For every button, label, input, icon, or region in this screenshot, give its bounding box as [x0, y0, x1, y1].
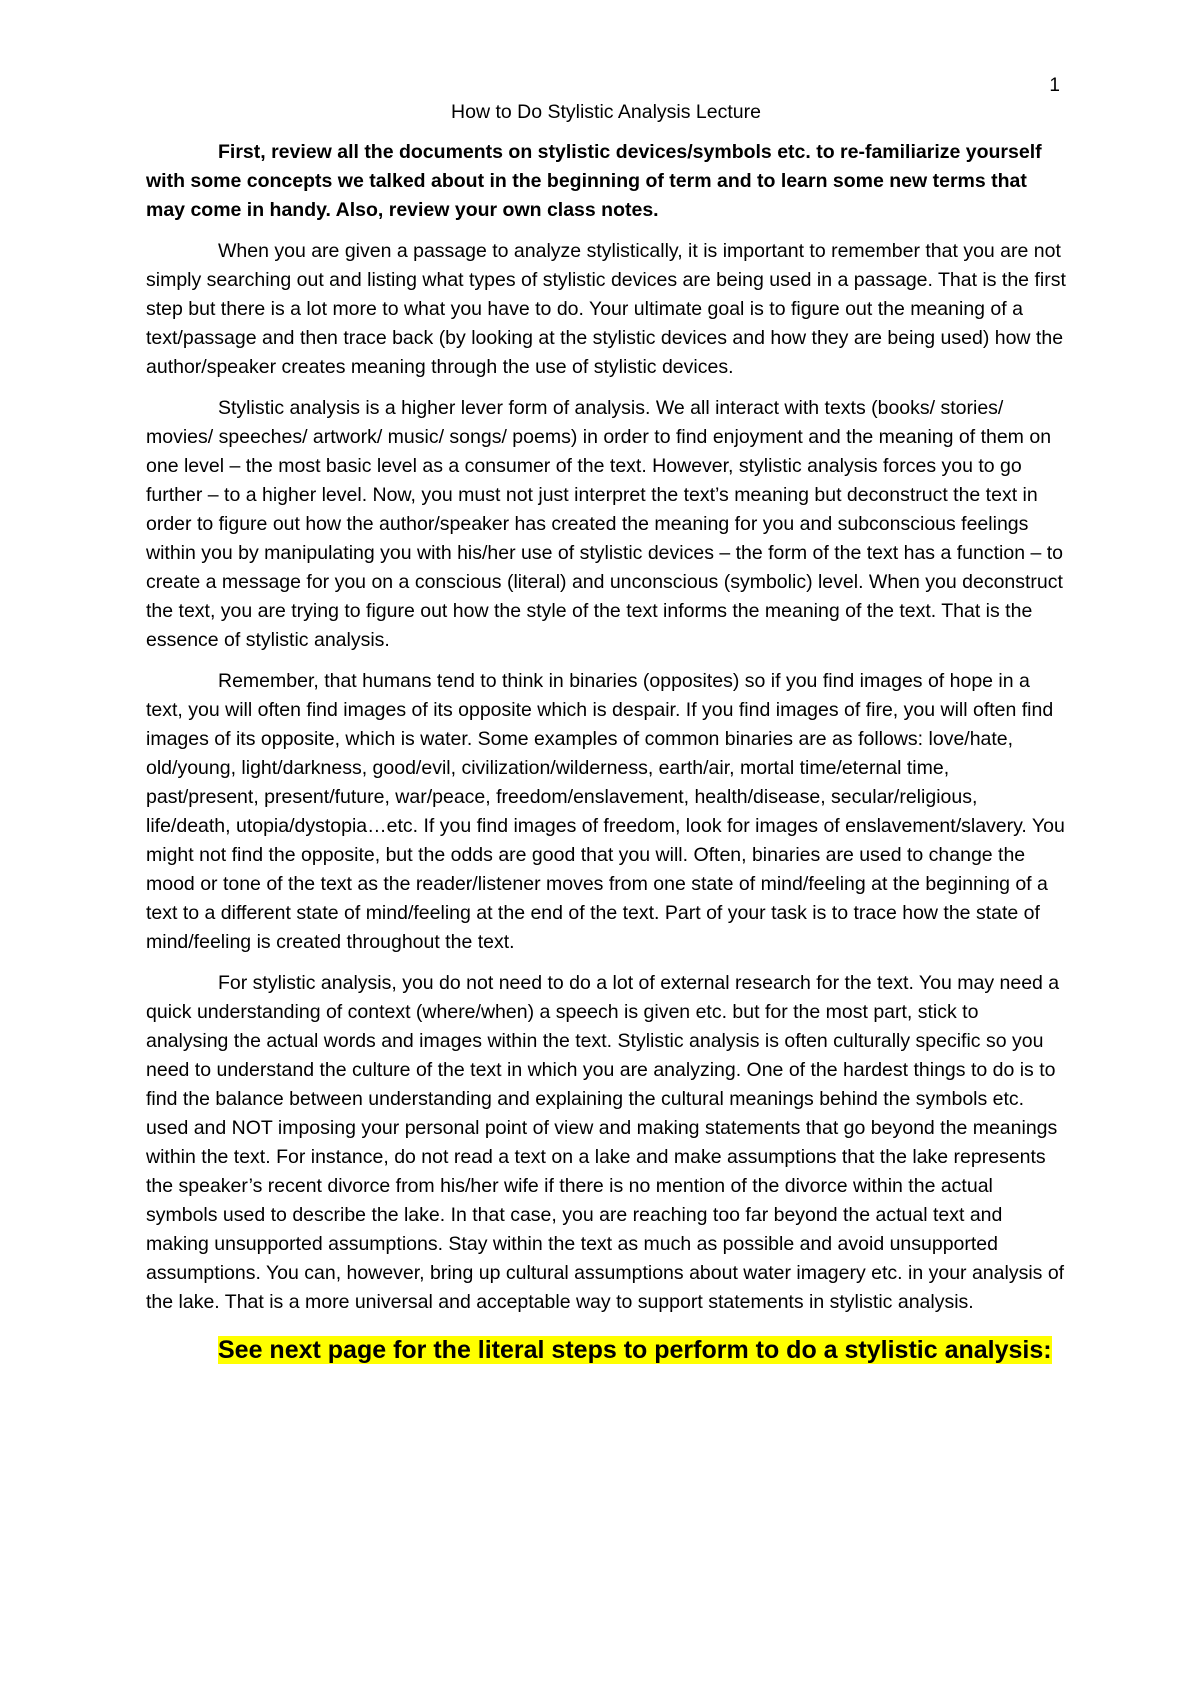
body-paragraph-passage: When you are given a passage to analyze stylistically, it is important to remember that you are not simply searching out and listing what types of stylistic devices are being used in a passage. That is the first step but there is a lot more to what you have to do. Your ultimate goal is to figure out the meaning of a text/passage and then trace back (by looking at the stylistic devices and how they are being used) how the author/speaker creates meaning through the use of stylistic devices. [146, 240, 1066, 378]
body-paragraph-higher-level: Stylistic analysis is a higher lever form of analysis. We all interact with texts (books/ stories/ movies/ speeches/ artwork/ music/ songs/ poems) in order to find enjoyment and the meaning of them on one level – the most basic level as a consumer of the text. However, stylistic analysis forces you to go further – to a higher level. Now, you must not just interpret the text’s meaning but deconstruct the text in order to figure out how the author/speaker has created the meaning for you and subconscious feelings within you by manipulating you with his/her use of stylistic devices – the form of the text has a function – to create a message for you on a conscious (literal) and unconscious (symbolic) level. When you deconstruct the text, you are trying to figure out how the style of the text informs the meaning of the text. That is the essence of stylistic analysis. [146, 397, 1063, 651]
next-page-callout-text: See next page for the literal steps to perform to do a stylistic analysis: [218, 1336, 1052, 1364]
next-page-callout [146, 1333, 1066, 1367]
document-title: How to Do Stylistic Analysis Lecture [451, 101, 761, 123]
body-paragraph-research: For stylistic analysis, you do not need to do a lot of external research for the text. You may need a quick understanding of context (where/when) a speech is given etc. but for the most part, stick to analysing the actual words and images within the text. Stylistic analysis is often culturally specific so you need to understand the culture of the text in which you are analyzing. One of the hardest things to do is to find the balance between understanding and explaining the cultural meanings behind the symbols etc. used and NOT imposing your personal point of view and making statements that go beyond the meanings within the text. For instance, do not read a text on a lake and make assumptions that the lake represents the speaker’s recent divorce from his/her wife if there is no mention of the divorce within the actual symbols used to describe the lake. In that case, you are reaching too far beyond the actual text and making unsupported assumptions. Stay within the text as much as possible and avoid unsupported assumptions. You can, however, bring up cultural assumptions about water imagery etc. in your analysis of the lake. That is a more universal and acceptable way to support statements in stylistic analysis. [146, 972, 1065, 1313]
body-paragraph-binaries: Remember, that humans tend to think in binaries (opposites) so if you find images of hope in a text, you will often find images of its opposite which is despair. If you find images of fire, you will often find images of its opposite, which is water. Some examples of common binaries are as follows: love/hate, old/young, light/darkness, good/evil, civilization/wilderness, earth/air, mortal time/eternal time, past/present, present/future, war/peace, freedom/enslavement, health/disease, secular/religious, life/death, utopia/dystopia…etc. If you find images of freedom, look for images of enslavement/slavery. You might not find the opposite, but the odds are good that you will. Often, binaries are used to change the mood or tone of the text as the reader/listener moves from one state of mind/feeling at the beginning of a text to a different state of mind/feeling at the end of the text. Part of your task is to trace how the state of mind/feeling is created throughout the text. [146, 670, 1065, 953]
page-number: 1 [1049, 75, 1060, 96]
page-content [146, 98, 1066, 1367]
intro-paragraph: First, review all the documents on stylistic devices/symbols etc. to re-familiarize yourself with some concepts we talked about in the beginning of term and to learn some new terms that may come in handy. Also, review your own class notes. [146, 141, 1042, 221]
